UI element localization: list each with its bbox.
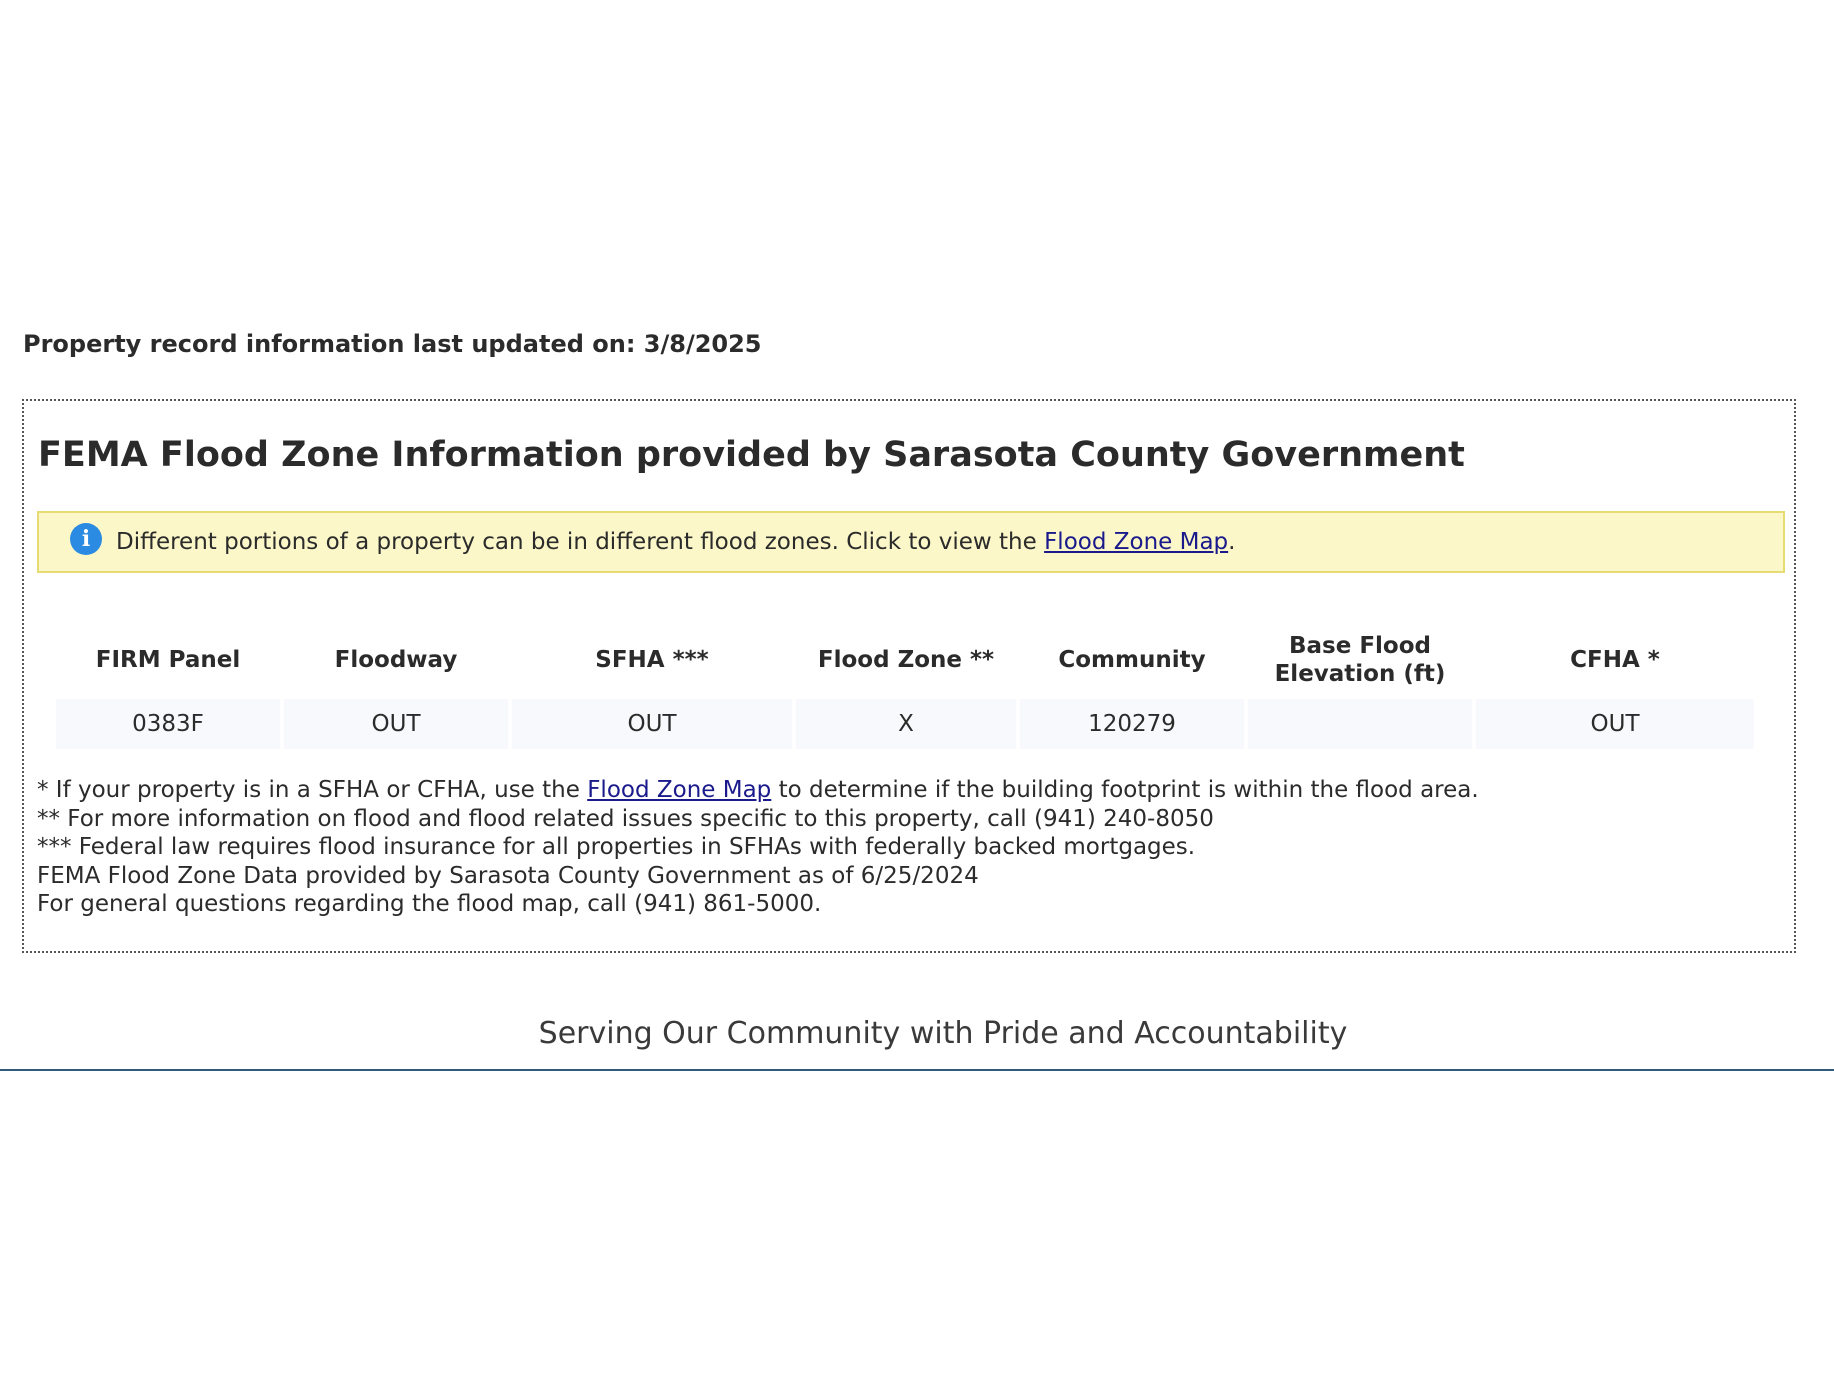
footnote-data-source: FEMA Flood Zone Data provided by Sarasota County Government as of 6/25/2024: [37, 862, 979, 889]
cell-base-flood-elevation: [1248, 699, 1472, 749]
cell-floodway: OUT: [284, 699, 508, 749]
footnotes: [37, 776, 1479, 919]
notice-text-before: Different portions of a property can be in different flood zones. Click to view the: [116, 529, 1045, 555]
footnote-flood-zone-map-link[interactable]: Flood Zone Map: [587, 777, 772, 803]
header-floodway: Floodway: [334, 647, 458, 673]
flood-zone-panel: [22, 399, 1796, 953]
last-updated-text: Property record information last updated on: 3/8/2025: [23, 330, 762, 358]
header-sfha: SFHA ***: [595, 647, 709, 673]
notice-text-after: .: [1228, 529, 1236, 555]
cell-sfha: OUT: [512, 699, 792, 749]
cell-flood-zone: X: [796, 699, 1016, 749]
footnote-1-after: to determine if the building footprint is within the flood area.: [771, 777, 1479, 803]
footnote-federal-law: *** Federal law requires flood insurance for all properties in SFHAs with federally backed mortgages.: [37, 834, 1196, 860]
flood-zone-table: [52, 621, 1758, 749]
table-row: [56, 699, 1754, 749]
footer-divider: [0, 1069, 1834, 1071]
footnote-general-questions: For general questions regarding the flood map, call (941) 861-5000.: [37, 891, 822, 917]
header-base-flood-elevation: Base Flood Elevation (ft): [1274, 633, 1446, 687]
flood-zone-notice: [37, 511, 1785, 573]
panel-title: FEMA Flood Zone Information provided by Sarasota County Government: [38, 435, 1465, 475]
cell-community: 120279: [1020, 699, 1244, 749]
table-header-row: [56, 621, 1754, 699]
header-firm-panel: FIRM Panel: [95, 647, 241, 673]
footnote-more-info: ** For more information on flood and flood related issues specific to this property, call (941) 240-8050: [37, 805, 1214, 832]
flood-zone-map-link[interactable]: Flood Zone Map: [1044, 529, 1229, 555]
header-flood-zone: Flood Zone **: [817, 647, 995, 673]
footer-tagline: Serving Our Community with Pride and Accountability: [538, 1016, 1348, 1051]
cell-cfha: OUT: [1476, 699, 1754, 749]
header-community: Community: [1058, 647, 1206, 673]
footnote-sfha-cfha: [37, 776, 1479, 805]
notice-text: [116, 529, 1235, 555]
cell-firm-panel: 0383F: [56, 699, 280, 749]
info-icon: i: [70, 523, 102, 555]
header-cfha: CFHA *: [1570, 647, 1660, 673]
footnote-1-before: * If your property is in a SFHA or CFHA, use the: [37, 777, 588, 803]
